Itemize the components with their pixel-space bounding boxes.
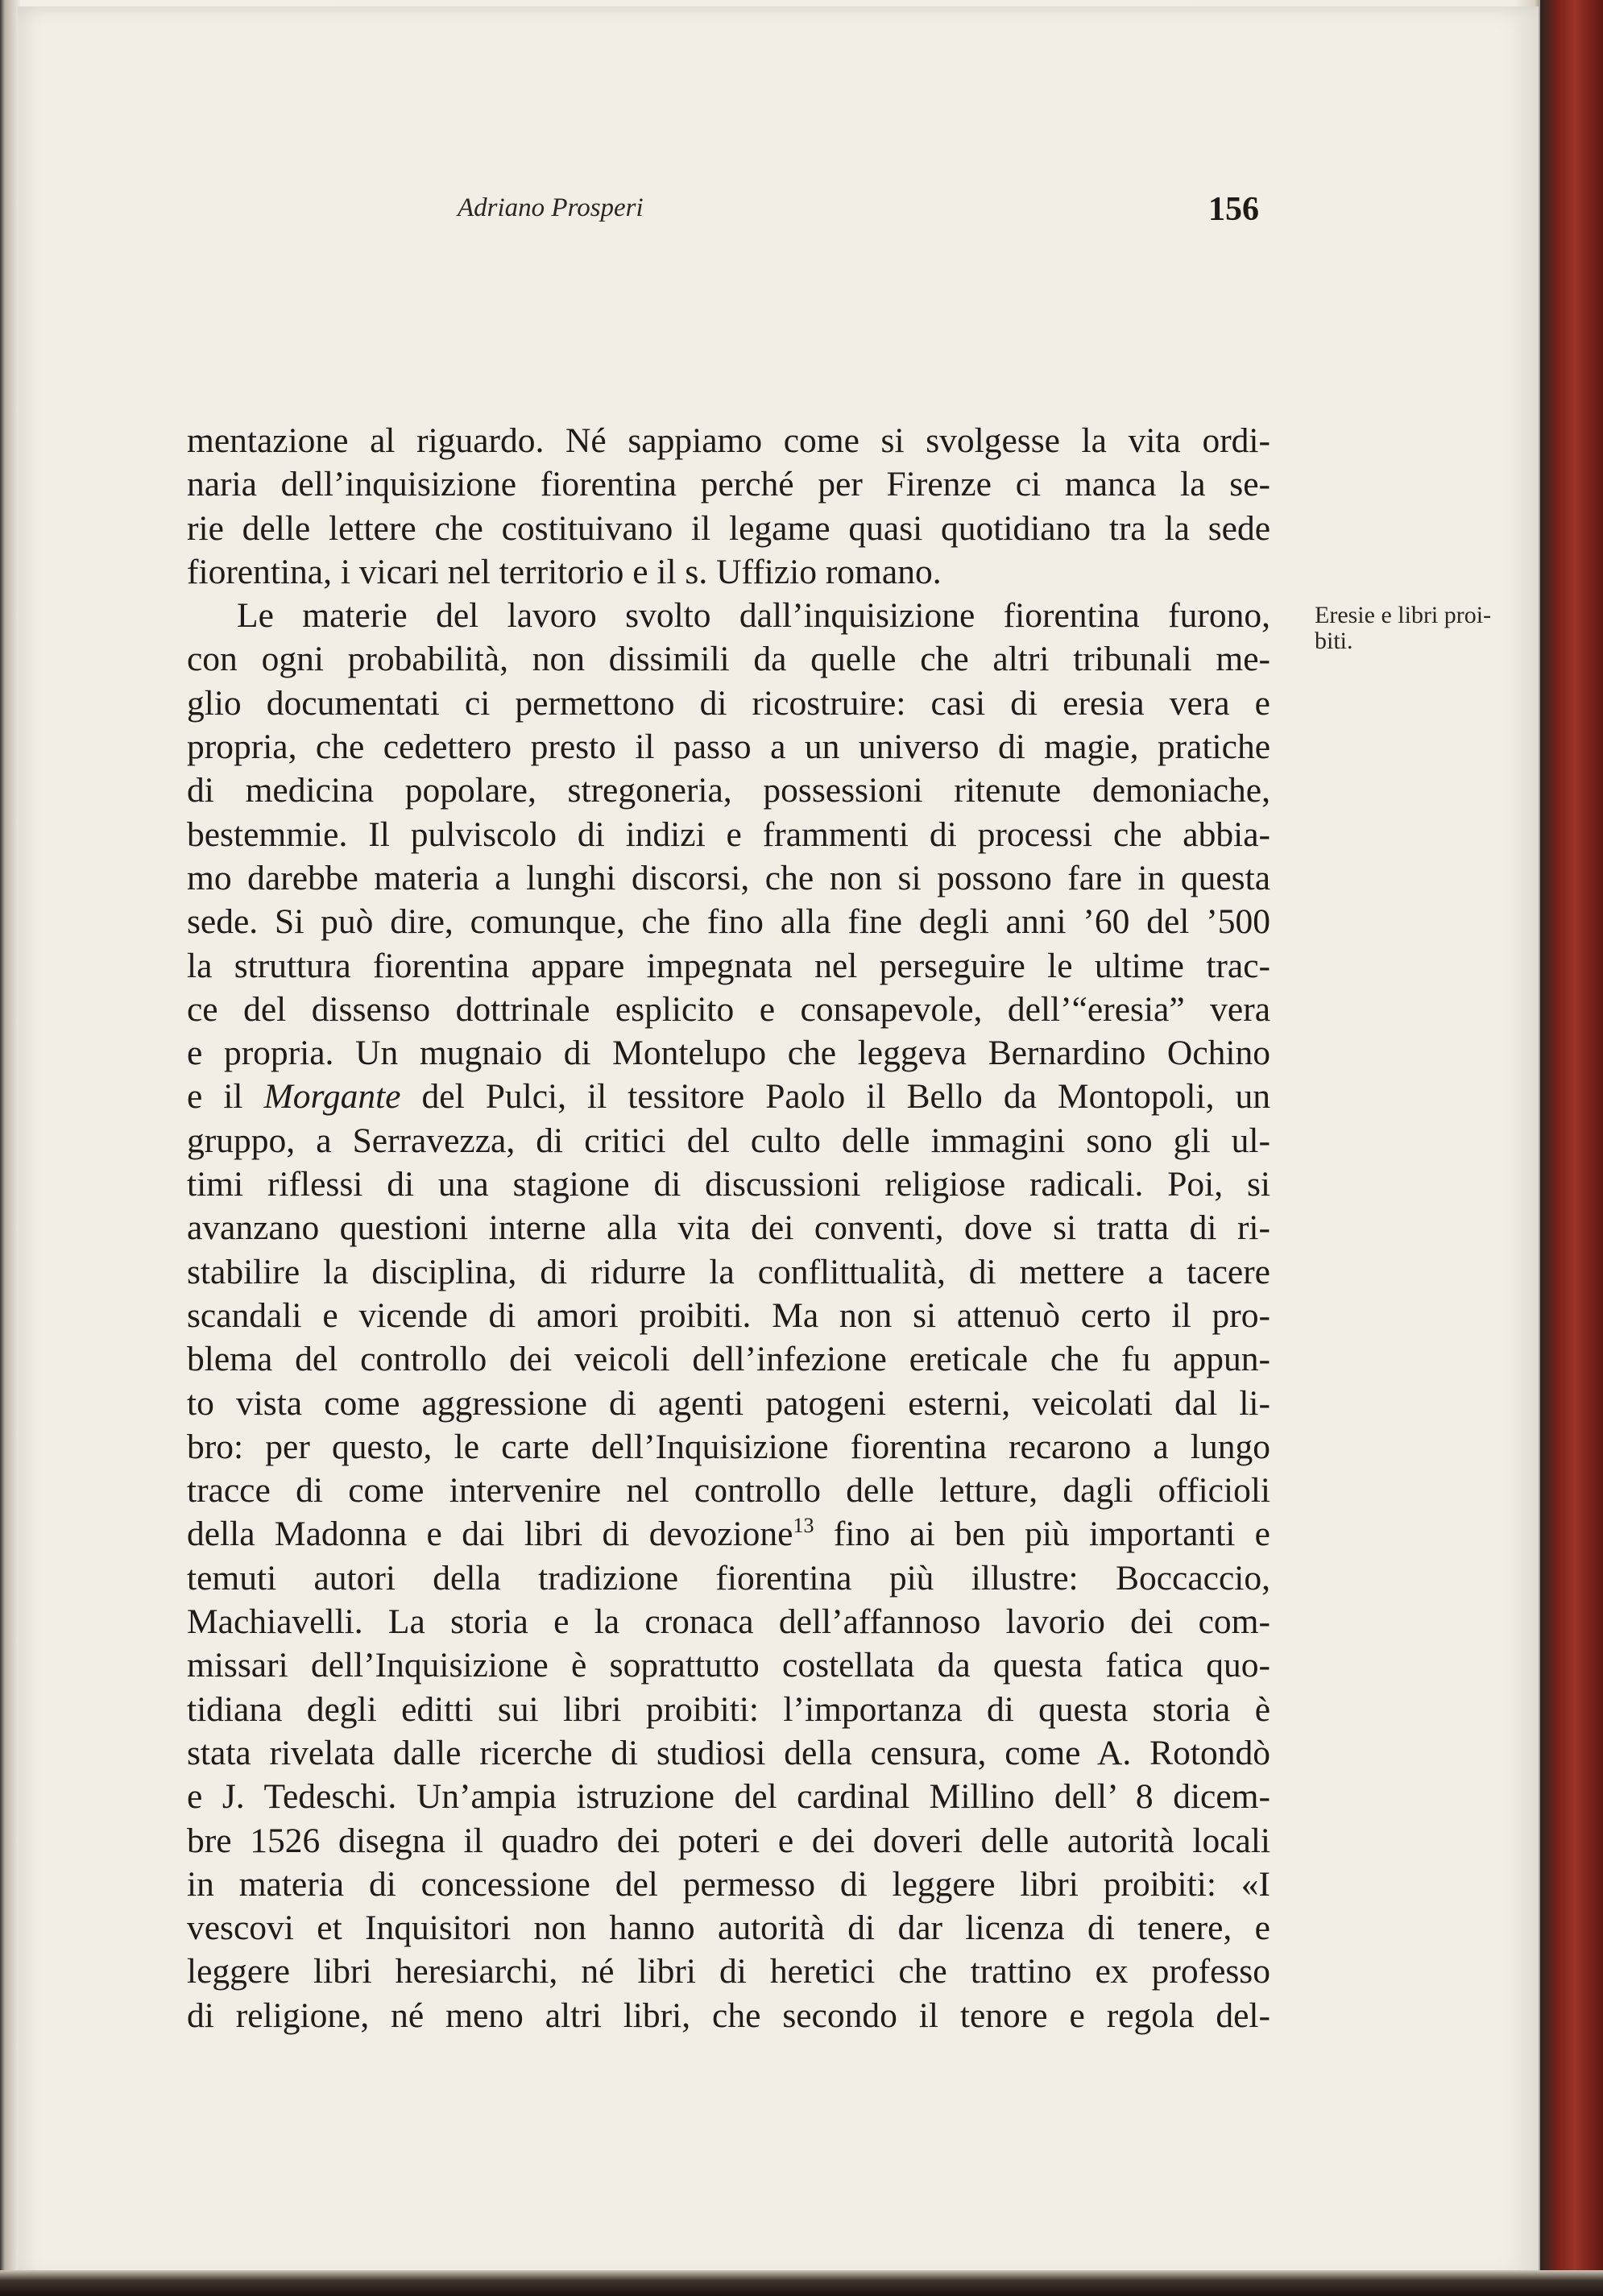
text-line-paragraph-start: Le materie del lavoro svolto dall’inquisizione fiorentina furono, bbox=[237, 596, 1270, 636]
text-line: di medicina popolare, stregoneria, possessioni ritenute demoniache, bbox=[187, 771, 1270, 810]
text-line: stata rivelata dalle ricerche di studiosi della censura, come A. Rotondò bbox=[187, 1733, 1270, 1772]
text-line: stabilire la disciplina, di ridurre la conflittualità, di mettere a tacere bbox=[187, 1252, 1270, 1291]
text-line: ce del dissenso dottrinale esplicito e consapevole, dell’“eresia” vera bbox=[187, 989, 1270, 1029]
margin-note bbox=[1315, 603, 1524, 654]
text-line: avanzano questioni interne alla vita dei conventi, dove si tratta di ri- bbox=[187, 1208, 1270, 1248]
text-line: vescovi et Inquisitori non hanno autorità di dar licenza di tenere, e bbox=[187, 1908, 1270, 1948]
text-line-paragraph-end: fiorentina, i vicari nel territorio e il s. Uffizio romano. bbox=[187, 552, 942, 591]
text-line: gruppo, a Serravezza, di critici del culto delle immagini sono gli ul- bbox=[187, 1121, 1270, 1160]
text-line: timi riflessi di una stagione di discussioni religiose radicali. Poi, si bbox=[187, 1165, 1270, 1204]
text-line: con ogni probabilità, non dissimili da quelle che altri tribunali me- bbox=[187, 640, 1270, 679]
text-line: sede. Si può dire, comunque, che fino alla fine degli anni ’60 del ’500 bbox=[187, 902, 1270, 942]
page-number: 156 bbox=[1208, 191, 1259, 228]
text-line: bro: per questo, le carte dell’Inquisizione fiorentina recarono a lungo bbox=[187, 1427, 1270, 1466]
text-line: glio documentati ci permettono di ricostruire: casi di eresia vera e bbox=[187, 683, 1270, 723]
text-line: Machiavelli. La storia e la cronaca dell’affannoso lavorio dei com- bbox=[187, 1602, 1270, 1642]
text-line: in materia di concessione del permesso di leggere libri proibiti: «I bbox=[187, 1864, 1270, 1904]
book-bottom-edge bbox=[0, 2270, 1603, 2296]
text-line: la struttura fiorentina appare impegnata nel perseguire le ultime trac- bbox=[187, 946, 1270, 985]
text-line: leggere libri heresiarchi, né libri di heretici che trattino ex professo bbox=[187, 1952, 1270, 1991]
text-line: tidiana degli editti sui libri proibiti: l’importanza di questa storia è bbox=[187, 1689, 1270, 1729]
text-fragment: del Pulci, il tessitore Paolo il Bello da Montopoli, un bbox=[400, 1077, 1270, 1117]
text-line: scandali e vicende di amori proibiti. Ma non si attenuò certo il pro- bbox=[187, 1295, 1270, 1335]
text-line: to vista come aggressione di agenti patogeni esterni, veicolati dal li- bbox=[187, 1383, 1270, 1423]
text-line: rie delle lettere che costituivano il legame quasi quotidiano tra la sede bbox=[187, 508, 1270, 548]
text-fragment: e il bbox=[187, 1077, 264, 1117]
margin-note-line: biti. bbox=[1315, 628, 1353, 654]
body-text bbox=[187, 419, 1270, 2037]
text-line: e J. Tedeschi. Un’ampia istruzione del cardinal Millino dell’ 8 dicem- bbox=[187, 1777, 1270, 1817]
margin-note-line: Eresie e libri proi- bbox=[1315, 602, 1492, 628]
text-line: blema del controllo dei veicoli dell’infezione ereticale che fu appun- bbox=[187, 1340, 1270, 1379]
footnote-reference: 13 bbox=[793, 1514, 814, 1538]
text-line: bestemmie. Il pulviscolo di indizi e frammenti di processi che abbia- bbox=[187, 814, 1270, 854]
text-line: missari dell’Inquisizione è soprattutto costellata da questa fatica quo- bbox=[187, 1646, 1270, 1685]
text-line: mo darebbe materia a lunghi discorsi, che non si possono fare in questa bbox=[187, 858, 1270, 897]
text-line: tracce di come intervenire nel controllo delle letture, dagli officioli bbox=[187, 1471, 1270, 1511]
text-line: bre 1526 disegna il quadro dei poteri e dei doveri delle autorità locali bbox=[187, 1821, 1270, 1860]
book-title-morgante: Morgante bbox=[263, 1077, 401, 1117]
running-head-author: Adriano Prosperi bbox=[458, 193, 644, 222]
text-line: e propria. Un mugnaio di Montelupo che leggeva Bernardino Ochino bbox=[187, 1034, 1270, 1073]
text-line: temuti autori della tradizione fiorentina più illustre: Boccaccio, bbox=[187, 1558, 1270, 1598]
text-line bbox=[187, 1512, 1270, 1556]
book-spine-edge bbox=[1540, 0, 1603, 2296]
text-line: naria dell’inquisizione fiorentina perché per Firenze ci manca la se- bbox=[187, 465, 1270, 504]
text-line: mentazione al riguardo. Né sappiamo come si svolgesse la vita ordi- bbox=[187, 421, 1270, 460]
text-line: propria, che cedettero presto il passo a un universo di magie, pratiche bbox=[187, 727, 1270, 767]
text-line: di religione, né meno altri libri, che secondo il tenore e regola del- bbox=[187, 1996, 1270, 2035]
text-line bbox=[187, 1075, 1270, 1118]
text-fragment: fino ai ben più importanti e bbox=[814, 1515, 1270, 1554]
text-fragment: della Madonna e dai libri di devozione bbox=[187, 1515, 793, 1554]
